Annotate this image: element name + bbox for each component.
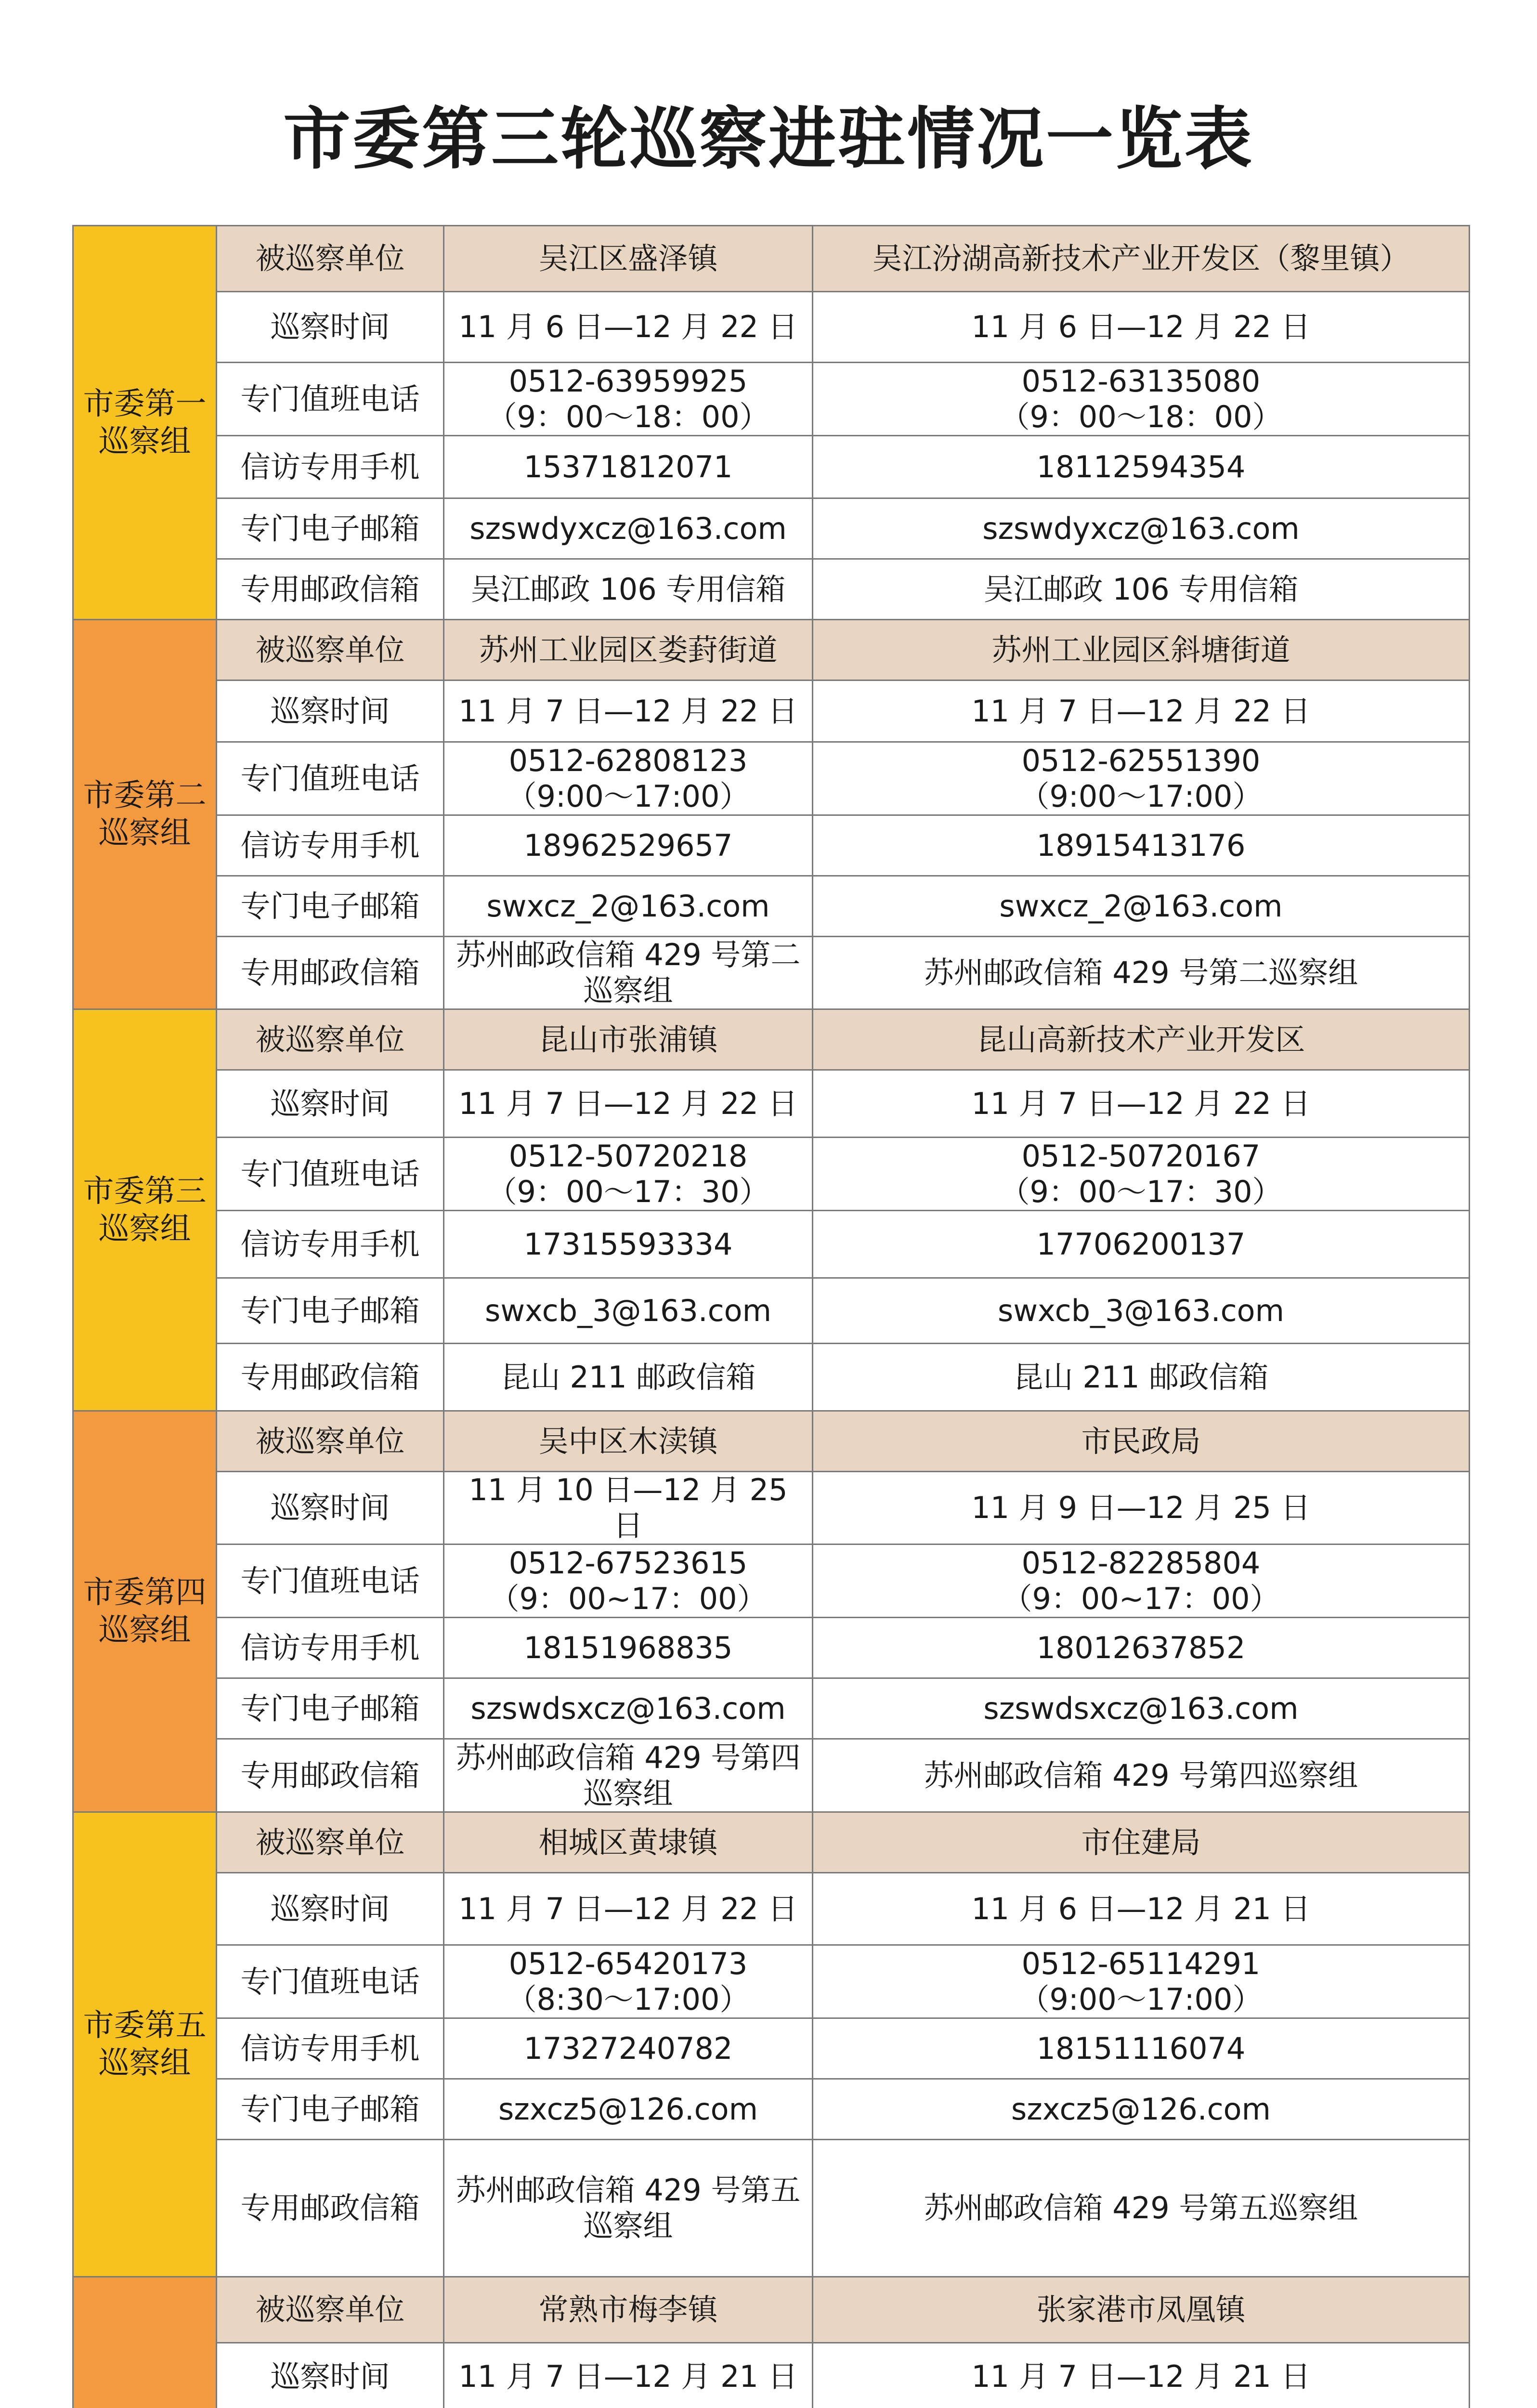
row-label-cell: 专用邮政信箱 [217,1344,444,1411]
unit-b-cell: 11 月 6 日—12 月 21 日 [813,1873,1470,1945]
table-row [73,1739,1470,1812]
unit-b-cell: szxcz5@126.com [813,2079,1470,2140]
row-label-cell: 信访专用手机 [217,1211,444,1278]
row-label-cell: 信访专用手机 [217,2018,444,2079]
row-label-cell: 被巡察单位 [217,1009,444,1070]
unit-b-cell: 张家港市凤凰镇 [813,2277,1470,2343]
unit-b-cell: 0512-82285804 （9：00~17：00） [813,1544,1470,1618]
unit-b-cell: szswdyxcz@163.com [813,498,1470,559]
row-label-cell: 巡察时间 [217,681,444,742]
unit-b-cell: 11 月 9 日—12 月 25 日 [813,1472,1470,1544]
table-row-header [73,1009,1470,1070]
unit-a-cell: 0512-67523615 （9：00~17：00） [444,1544,813,1618]
inspection-table [72,225,1470,2408]
unit-b-cell: 苏州工业园区斜塘街道 [813,620,1470,681]
unit-b-cell: 0512-65114291 （9:00～17:00） [813,1945,1470,2018]
unit-a-cell: 昆山市张浦镇 [444,1009,813,1070]
table-row [73,1070,1470,1138]
table-row [73,2018,1470,2079]
unit-a-cell: 苏州工业园区娄葑街道 [444,620,813,681]
unit-b-cell: 苏州邮政信箱 429 号第五巡察组 [813,2140,1470,2277]
table-row [73,1873,1470,1945]
table-row [73,1678,1470,1739]
group-name-cell: 市委第一 巡察组 [73,226,217,620]
unit-a-cell: 11 月 7 日—12 月 21 日 [444,2343,813,2408]
row-label-cell: 信访专用手机 [217,1618,444,1678]
unit-a-cell: 苏州邮政信箱 429 号第四 巡察组 [444,1739,813,1812]
unit-a-cell: 0512-62808123 （9:00～17:00） [444,742,813,815]
unit-a-cell: 相城区黄埭镇 [444,1812,813,1873]
unit-a-cell: 18962529657 [444,815,813,876]
unit-a-cell: 吴中区木渎镇 [444,1411,813,1472]
unit-a-cell: 常熟市梅李镇 [444,2277,813,2343]
table-row [73,1618,1470,1678]
unit-a-cell: szswdsxcz@163.com [444,1678,813,1739]
page-title: 市委第三轮巡察进驻情况一览表 [283,100,1254,179]
table-row-header [73,226,1470,292]
row-label-cell: 专用邮政信箱 [217,937,444,1009]
table-row [73,1138,1470,1211]
unit-b-cell: 11 月 7 日—12 月 22 日 [813,1070,1470,1138]
table-row [73,2343,1470,2408]
unit-b-cell: 市住建局 [813,1812,1470,1873]
table-row [73,559,1470,620]
row-label-cell: 专门值班电话 [217,1138,444,1211]
unit-b-cell: 11 月 7 日—12 月 21 日 [813,2343,1470,2408]
unit-a-cell: 苏州邮政信箱 429 号第五 巡察组 [444,2140,813,2277]
table-row [73,937,1470,1009]
row-label-cell: 专门电子邮箱 [217,2079,444,2140]
row-label-cell: 专门电子邮箱 [217,1678,444,1739]
table-row [73,2079,1470,2140]
unit-b-cell: 17706200137 [813,1211,1470,1278]
row-label-cell: 专用邮政信箱 [217,559,444,620]
unit-b-cell: szswdsxcz@163.com [813,1678,1470,1739]
inspection-table-body [73,226,1470,2408]
table-row [73,876,1470,937]
group-name-cell: 市委第五 巡察组 [73,1812,217,2277]
unit-a-cell: 17327240782 [444,2018,813,2079]
group-name-cell [73,2277,217,2408]
unit-a-cell: 11 月 6 日—12 月 22 日 [444,292,813,363]
table-row-header [73,1411,1470,1472]
row-label-cell: 专用邮政信箱 [217,2140,444,2277]
unit-a-cell: 苏州邮政信箱 429 号第二 巡察组 [444,937,813,1009]
unit-b-cell: 吴江汾湖高新技术产业开发区（黎里镇） [813,226,1470,292]
unit-a-cell: 吴江区盛泽镇 [444,226,813,292]
table-row [73,742,1470,815]
unit-b-cell: 18151116074 [813,2018,1470,2079]
unit-a-cell: 11 月 7 日—12 月 22 日 [444,681,813,742]
unit-a-cell: 15371812071 [444,436,813,498]
unit-b-cell: swxcz_2@163.com [813,876,1470,937]
unit-b-cell: 苏州邮政信箱 429 号第四巡察组 [813,1739,1470,1812]
unit-a-cell: 17315593334 [444,1211,813,1278]
row-label-cell: 巡察时间 [217,292,444,363]
table-row [73,1211,1470,1278]
unit-a-cell: 吴江邮政 106 专用信箱 [444,559,813,620]
table-row [73,1945,1470,2018]
table-row-header [73,620,1470,681]
row-label-cell: 被巡察单位 [217,226,444,292]
unit-a-cell: 0512-50720218 （9：00～17：30） [444,1138,813,1211]
table-row [73,436,1470,498]
unit-b-cell: 吴江邮政 106 专用信箱 [813,559,1470,620]
group-name-cell: 市委第三 巡察组 [73,1009,217,1411]
table-row [73,1278,1470,1344]
table-row-header [73,1812,1470,1873]
table-row-header [73,2277,1470,2343]
row-label-cell: 巡察时间 [217,1070,444,1138]
unit-b-cell: 0512-50720167 （9：00～17：30） [813,1138,1470,1211]
row-label-cell: 被巡察单位 [217,620,444,681]
row-label-cell: 专门值班电话 [217,363,444,436]
table-row [73,1344,1470,1411]
row-label-cell: 专门值班电话 [217,742,444,815]
unit-b-cell: 0512-62551390 （9:00～17:00） [813,742,1470,815]
unit-b-cell: 市民政局 [813,1411,1470,1472]
unit-a-cell: 11 月 7 日—12 月 22 日 [444,1070,813,1138]
unit-b-cell: 昆山高新技术产业开发区 [813,1009,1470,1070]
row-label-cell: 专门电子邮箱 [217,876,444,937]
row-label-cell: 被巡察单位 [217,2277,444,2343]
unit-b-cell: 昆山 211 邮政信箱 [813,1344,1470,1411]
row-label-cell: 巡察时间 [217,2343,444,2408]
row-label-cell: 专用邮政信箱 [217,1739,444,1812]
unit-a-cell: 18151968835 [444,1618,813,1678]
table-row [73,363,1470,436]
unit-a-cell: 昆山 211 邮政信箱 [444,1344,813,1411]
unit-b-cell: 0512-63135080 （9：00～18：00） [813,363,1470,436]
unit-b-cell: 11 月 6 日—12 月 22 日 [813,292,1470,363]
table-row [73,1472,1470,1544]
table-row [73,2140,1470,2277]
unit-b-cell: 11 月 7 日—12 月 22 日 [813,681,1470,742]
unit-a-cell: szswdyxcz@163.com [444,498,813,559]
row-label-cell: 专门值班电话 [217,1544,444,1618]
unit-a-cell: 0512-63959925 （9：00～18：00） [444,363,813,436]
group-name-cell: 市委第四 巡察组 [73,1411,217,1812]
row-label-cell: 巡察时间 [217,1472,444,1544]
unit-b-cell: 18112594354 [813,436,1470,498]
table-row [73,1544,1470,1618]
group-name-cell: 市委第二 巡察组 [73,620,217,1009]
row-label-cell: 被巡察单位 [217,1812,444,1873]
unit-b-cell: 苏州邮政信箱 429 号第二巡察组 [813,937,1470,1009]
unit-a-cell: 11 月 10 日—12 月 25 日 [444,1472,813,1544]
unit-b-cell: 18012637852 [813,1618,1470,1678]
table-row [73,498,1470,559]
row-label-cell: 专门电子邮箱 [217,498,444,559]
unit-a-cell: 11 月 7 日—12 月 22 日 [444,1873,813,1945]
unit-a-cell: 0512-65420173 （8:30～17:00） [444,1945,813,2018]
row-label-cell: 被巡察单位 [217,1411,444,1472]
unit-a-cell: szxcz5@126.com [444,2079,813,2140]
row-label-cell: 信访专用手机 [217,815,444,876]
unit-a-cell: swxcb_3@163.com [444,1278,813,1344]
unit-a-cell: swxcz_2@163.com [444,876,813,937]
row-label-cell: 专门值班电话 [217,1945,444,2018]
unit-b-cell: swxcb_3@163.com [813,1278,1470,1344]
row-label-cell: 巡察时间 [217,1873,444,1945]
table-row [73,815,1470,876]
row-label-cell: 专门电子邮箱 [217,1278,444,1344]
unit-b-cell: 18915413176 [813,815,1470,876]
row-label-cell: 信访专用手机 [217,436,444,498]
table-row [73,292,1470,363]
table-row [73,681,1470,742]
